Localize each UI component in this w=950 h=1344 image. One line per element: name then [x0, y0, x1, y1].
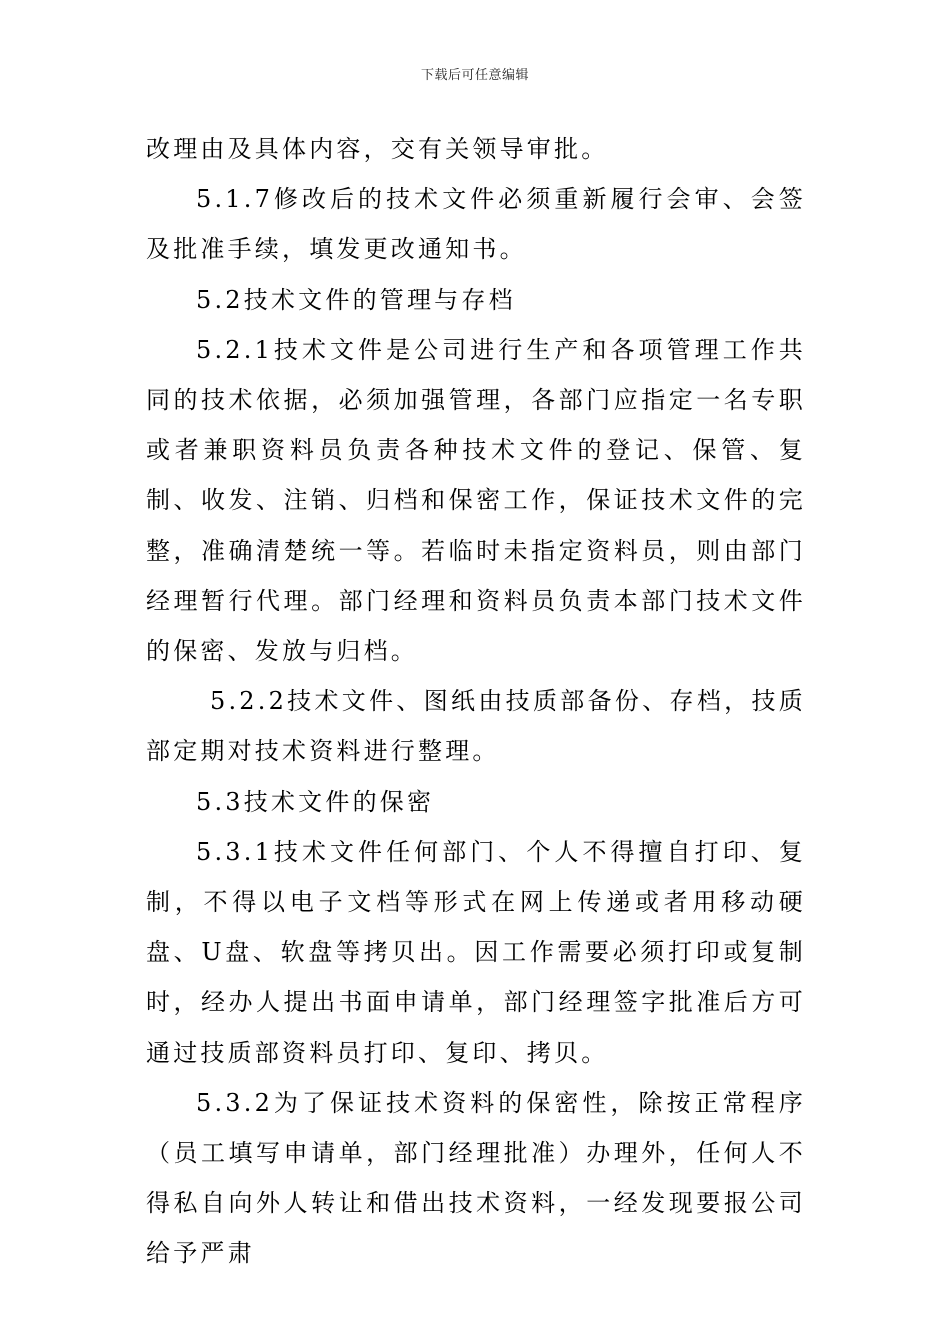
page-header: 下载后可任意编辑 — [420, 68, 529, 83]
paragraph-5-2-2: 5.2.2技术文件、图纸由技质部备份、存档，技质部定期对技术资料进行整理。 — [146, 687, 806, 766]
paragraph-5-3-2: 5.3.2为了保证技术资料的保密性，除按正常程序（员工填写申请单，部门经理批准）办理外，任何人不得私自向外人转让和借出技术资料，一经发现要报公司给予严肃 — [146, 1088, 806, 1268]
paragraph-continuation: 改理由及具体内容，交有关领导审批。 — [146, 135, 609, 163]
section-heading-5-3: 5.3技术文件的保密 — [196, 787, 435, 816]
paragraph-5-1-7: 5.1.7修改后的技术文件必须重新履行会审、会签及批准手续，填发更改通知书。 — [146, 185, 806, 264]
document-body — [146, 124, 806, 1279]
section-heading-5-2: 5.2技术文件的管理与存档 — [196, 285, 516, 314]
paragraph-5-2-1: 5.2.1技术文件是公司进行生产和各项管理工作共同的技术依据，必须加强管理，各部门应指定一名专职或者兼职资料员负责各种技术文件的登记、保管、复制、收发、注销、归档和保密工作，保证技术文件的完整，准确清楚统一等。若临时未指定资料员，则由部门经理暂行代理。部门经理和资料员负责本部门技术文件的保密、发放与归档。 — [146, 335, 806, 666]
paragraph-5-3-1: 5.3.1技术文件任何部门、个人不得擅自打印、复制，不得以电子文档等形式在网上传递或者用移动硬盘、U盘、软盘等拷贝出。因工作需要必须打印或复制时，经办人提出书面申请单，部门经理签字批准后方可通过技质部资料员打印、复印、拷贝。 — [146, 837, 806, 1067]
